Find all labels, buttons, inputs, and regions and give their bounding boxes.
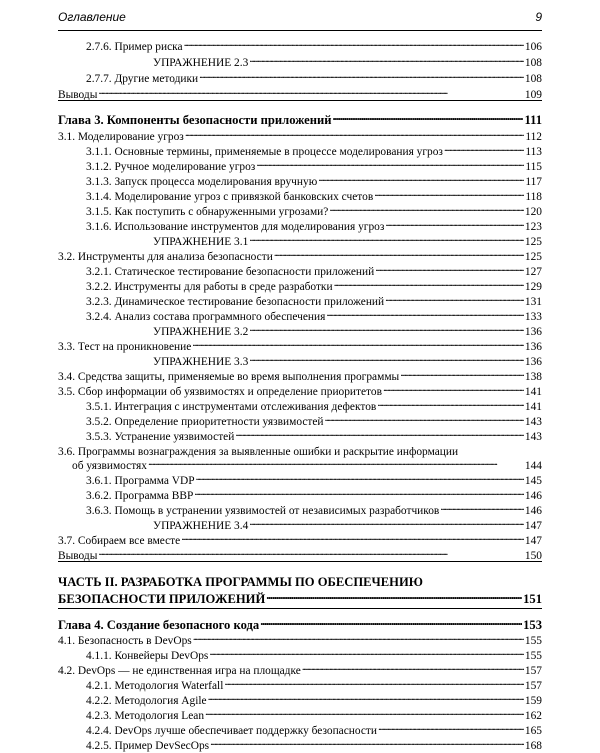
toc-entry[interactable]: 3.4. Средства защиты, применяемые во время выполнения программы . . . 138 (58, 366, 542, 380)
toc-entry[interactable]: УПРАЖНЕНИЕ 3.4 . . . 147 (153, 515, 542, 529)
toc-entry[interactable]: 4.2.4. DevOps лучше обеспечивает поддержку безопасности . . . 165 (86, 720, 542, 734)
running-header (58, 8, 542, 28)
toc-chapter[interactable]: Глава 4. Создание безопасного кода . . . 153 (58, 613, 542, 629)
section-rule (58, 608, 542, 609)
toc-entry[interactable]: УПРАЖНЕНИЕ 3.1 . . . 125 (153, 231, 542, 245)
toc-entry-continuation[interactable]: об уязвимостях . . . 144 (72, 455, 542, 469)
section-rule (58, 561, 542, 562)
toc-entry[interactable]: 3.1. Моделирование угроз . . . 112 (58, 126, 542, 140)
toc-entry[interactable]: 3.7. Собираем все вместе . . . 147 (58, 530, 542, 544)
toc-entry[interactable]: 3.1.3. Запуск процесса моделирования вручную . . . 117 (86, 171, 542, 185)
header-page-number: 9 (535, 10, 542, 24)
toc-entry[interactable]: 3.2.2. Инструменты для работы в среде разработки . . . 129 (86, 276, 542, 290)
toc-entry[interactable]: 3.2. Инструменты для анализа безопасности . . . 125 (58, 246, 542, 260)
toc-entry[interactable]: 3.5.2. Определение приоритетности уязвимостей . . . 143 (86, 411, 542, 425)
toc-entry[interactable]: 3.5.3. Устранение уязвимостей . . . 143 (86, 426, 542, 440)
toc-entry[interactable]: 3.1.5. Как поступить с обнаруженными угрозами? . . . 120 (86, 201, 542, 215)
toc-entry[interactable]: 3.6. Программы вознаграждения за выявленные ошибки и раскрытие информации (58, 446, 459, 458)
toc-entry[interactable]: 4.2.3. Методология Lean . . . 162 (86, 705, 542, 719)
toc-entry[interactable]: 4.2.5. Пример DevSecOps . . . 168 (86, 735, 542, 749)
header-rule (58, 30, 542, 31)
toc-entry[interactable]: Выводы . . . 109 (58, 84, 542, 98)
toc-entry[interactable]: УПРАЖНЕНИЕ 2.3 . . . 108 (153, 52, 542, 66)
toc-entry[interactable]: 4.1. Безопасность в DevOps . . . 155 (58, 630, 542, 644)
toc-entry[interactable]: 3.2.3. Динамическое тестирование безопасности приложений . . . 131 (86, 291, 542, 305)
section-rule (58, 100, 542, 101)
toc-entry[interactable]: 3.5. Сбор информации об уязвимостях и определение приоритетов . . . 141 (58, 381, 542, 395)
toc-part-title[interactable]: ЧАСТЬ II. РАЗРАБОТКА ПРОГРАММЫ ПО ОБЕСПЕЧЕНИЮ (58, 575, 423, 589)
toc-entry[interactable]: 3.5.1. Интеграция с инструментами отслеживания дефектов . . . 141 (86, 396, 542, 410)
toc-entry[interactable]: 3.1.6. Использование инструментов для моделирования угроз . . . 123 (86, 216, 542, 230)
toc-entry[interactable]: Выводы . . . 150 (58, 545, 542, 559)
toc-entry[interactable]: 4.2. DevOps — не единственная игра на площадке . . . 157 (58, 660, 542, 674)
header-title: Оглавление (58, 10, 126, 24)
toc-entry[interactable]: 3.6.2. Программа BBP . . . 146 (86, 485, 542, 499)
toc-entry[interactable]: УПРАЖНЕНИЕ 3.3 . . . 136 (153, 351, 542, 365)
toc-entry[interactable]: 2.7.6. Пример риска . . . 106 (86, 36, 542, 50)
toc-entry[interactable]: 3.6.3. Помощь в устранении уязвимостей от независимых разработчиков . . . 146 (86, 500, 542, 514)
toc-entry[interactable]: 3.1.2. Ручное моделирование угроз . . . 115 (86, 156, 542, 170)
toc-entry[interactable]: 4.2.1. Методология Waterfall . . . 157 (86, 675, 542, 689)
toc-entry[interactable]: 4.1.1. Конвейеры DevOps . . . 155 (86, 645, 542, 659)
toc-chapter[interactable]: Глава 3. Компоненты безопасности приложений . . . 111 (58, 108, 542, 124)
toc-entry[interactable]: 3.3. Тест на проникновение . . . 136 (58, 336, 542, 350)
toc-entry[interactable]: 4.2.2. Методология Agile . . . 159 (86, 690, 542, 704)
toc-entry[interactable]: 3.6.1. Программа VDP . . . 145 (86, 470, 542, 484)
toc-part-title[interactable]: БЕЗОПАСНОСТИ ПРИЛОЖЕНИЙ . . . 151 (58, 587, 542, 603)
toc-entry[interactable]: 3.2.1. Статическое тестирование безопасности приложений . . . 127 (86, 261, 542, 275)
toc-entry[interactable]: УПРАЖНЕНИЕ 3.2 . . . 136 (153, 321, 542, 335)
toc-entry[interactable]: 3.2.4. Анализ состава программного обеспечения . . . 133 (86, 306, 542, 320)
toc-entry[interactable]: 2.7.7. Другие методики . . . 108 (86, 68, 542, 82)
toc-entry[interactable]: 3.1.1. Основные термины, применяемые в процессе моделирования угроз . . . 113 (86, 141, 542, 155)
toc-entry[interactable]: 3.1.4. Моделирование угроз с привязкой банковских счетов . . . 118 (86, 186, 542, 200)
